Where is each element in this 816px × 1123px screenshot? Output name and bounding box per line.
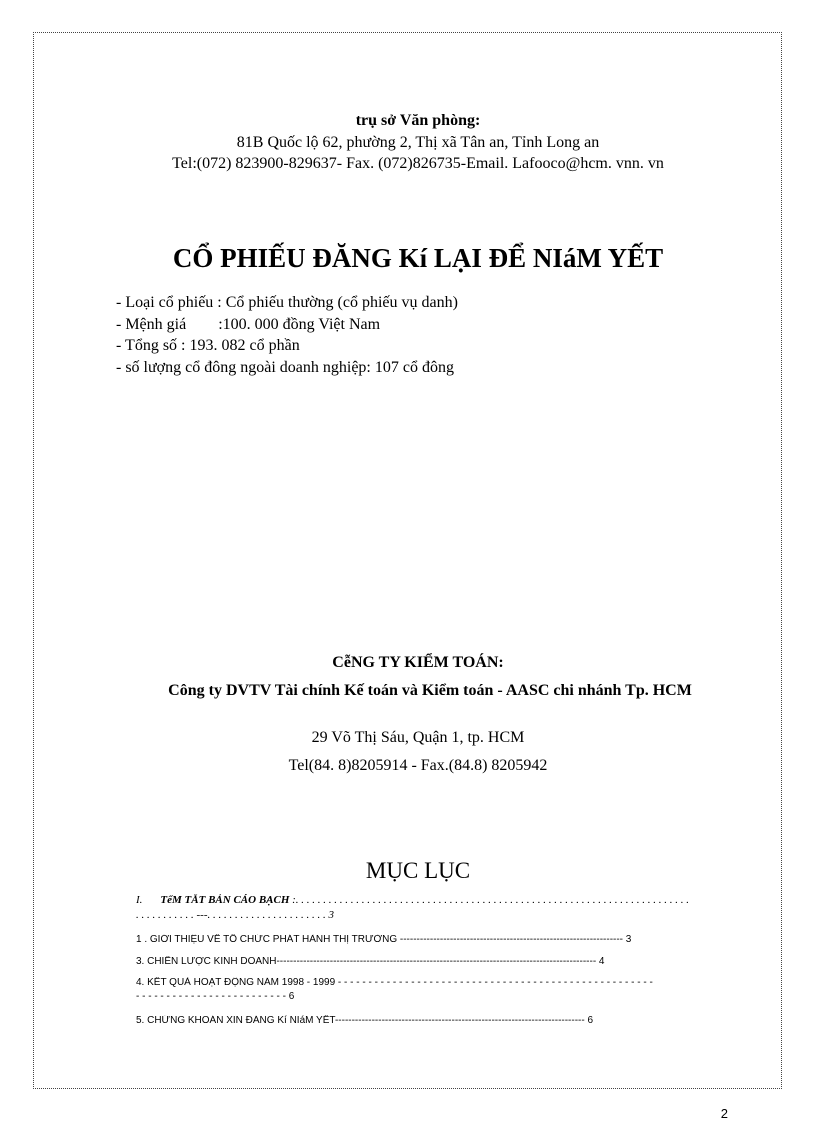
toc-entry-text: 1 . GIỚI THIỆU VỀ TỔ CHỨC PHÁT HÀNH THỊ TRƯỜNG ------------------------------------------------------------------- 3 bbox=[136, 934, 632, 945]
toc-entry-text: 5. CHỨNG KHOÁN XIN ĐĂNG Kí NIáM YẾT--------------------------------------------------------------------------- 6 bbox=[136, 1015, 594, 1026]
auditor-address: 29 Võ Thị Sáu, Quận 1, tp. HCM bbox=[311, 729, 525, 746]
auditor-contact: Tel(84. 8)8205914 - Fax.(84.8) 8205942 bbox=[288, 757, 548, 774]
toc-entry[interactable] bbox=[136, 977, 720, 1002]
share-type: - Loại cổ phiếu : Cổ phiếu thường (cổ phiếu vụ danh) bbox=[116, 294, 458, 311]
toc-leader: :. . . . . . . . . . . . . . . . . . . . . . . . . . . . . . . . . . . . . . . . . . . . . . . . . . . . . . . . . . . . . . . . . . . . . . . . bbox=[289, 894, 690, 906]
toc-entry[interactable] bbox=[136, 934, 720, 945]
toc-entry-number: I. bbox=[136, 894, 143, 906]
toc-entry-text: 4. KẾT QUẢ HOẠT ĐỘNG NĂM 1998 - 1999 - - - - - - - - - - - - - - - - - - - - - - - - - - - - - - - - - - - - - - - - - - - - - - - - - - - - bbox=[136, 977, 653, 988]
shareholder-count: - số lượng cổ đông ngoài doanh nghiệp: 107 cổ đông bbox=[116, 358, 454, 376]
toc-entry-label: TểM TẮT BẢN CÁO BẠCH bbox=[160, 894, 290, 906]
toc-entry[interactable] bbox=[136, 1015, 720, 1026]
page-border bbox=[33, 32, 782, 1089]
page-number: 2 bbox=[720, 1106, 728, 1121]
office-contact: Tel:(072) 823900-829637- Fax. (072)826735-Email. Lafooco@hcm. vnn. vn bbox=[172, 155, 664, 172]
toc-entry[interactable] bbox=[136, 956, 720, 967]
auditor-name: Công ty DVTV Tài chính Kế toán và Kiểm toán - AASC chi nhánh Tp. HCM bbox=[168, 682, 692, 699]
toc-title: MỤC LỤC bbox=[365, 858, 471, 883]
share-details bbox=[116, 292, 458, 378]
par-value: - Mệnh giá :100. 000 đồng Việt Nam bbox=[116, 315, 381, 333]
total-shares: - Tổng số : 193. 082 cổ phần bbox=[116, 337, 300, 354]
toc-leader-continued: . . . . . . . . . . . ---. . . . . . . . . . . . . . . . . . . . . . 3 bbox=[136, 909, 334, 921]
toc-entry[interactable] bbox=[136, 894, 720, 921]
toc-leader-continued: - - - - - - - - - - - - - - - - - - - - - - - - - 6 bbox=[136, 991, 295, 1002]
toc-entry-text: 3. CHIẾN LƯỢC KINH DOANH------------------------------------------------------------------------------------------------ 4 bbox=[136, 956, 605, 967]
document-title: CỔ PHIẾU ĐĂNG Kí LẠI ĐỂ NIáM YẾT bbox=[172, 243, 664, 273]
auditor-heading: CễNG TY KIỂM TOÁN: bbox=[332, 654, 504, 671]
office-heading: trụ sở Văn phòng: bbox=[355, 112, 481, 129]
office-address: 81B Quốc lộ 62, phường 2, Thị xã Tân an, Tỉnh Long an bbox=[236, 134, 600, 151]
